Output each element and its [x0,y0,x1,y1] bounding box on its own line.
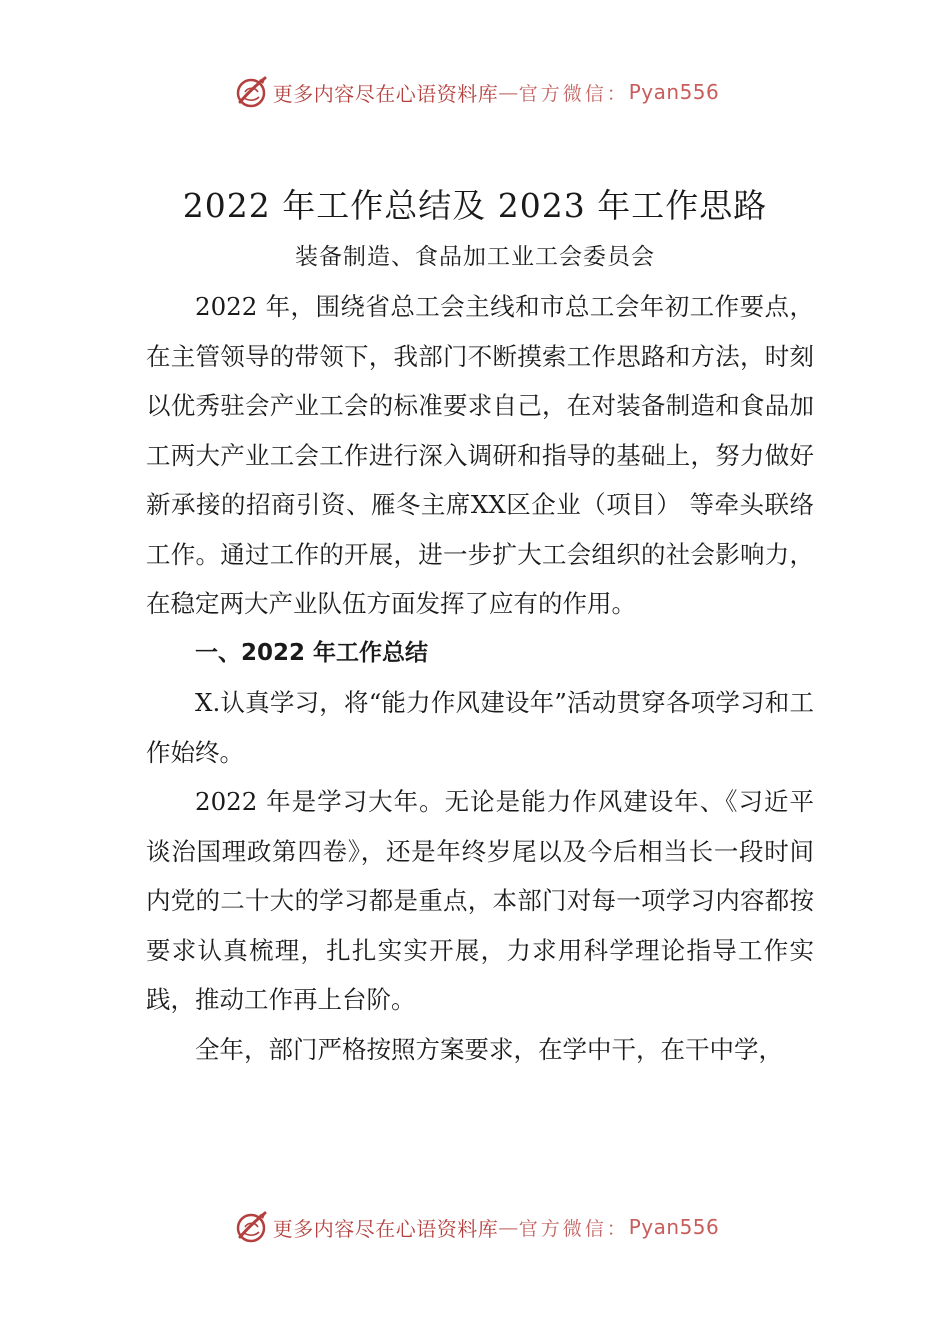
watermark-separator: — [498,80,519,104]
watermark-label: 官方微信： [518,1217,629,1240]
brand-logo-icon [231,72,271,112]
paragraph-intro: 2022 年，围绕省总工会主线和市总工会年初工作要点，在主管领导的带领下，我部门不断摸索工作思路和方法，时刻以优秀驻会产业工会的标准要求自己，在对装备制造和食品加工两大产业工会工作进行深入调研和指导的基础上，努力做好新承接的招商引资、雁冬主席XX区企业（项目） 等牵头联络工作。通过工作的开展，进一步扩大工会组织的社会影响力，在稳定两大产业队伍方面发挥了应有的作用。 [146,292,814,618]
watermark-banner-top [0,70,950,114]
document-title: 2022 年工作总结及 2023 年工作思路 [182,186,768,225]
watermark-wechat-id: Pyan556 [628,80,720,104]
watermark-wechat-id: Pyan556 [628,1215,720,1239]
paragraph-fullyear: 全年，部门严格按照方案要求，在学中干，在干中学， [195,1034,783,1064]
document-body [146,282,814,1074]
document-subtitle: 装备制造、食品加工业工会委员会 [295,244,655,270]
watermark-text: 更多内容尽在心语资料库 [272,81,499,106]
watermark-separator: — [498,1215,519,1239]
paragraph-study-year: 2022 年是学习大年。无论是能力作风建设年、《习近平谈治国理政第四卷》，还是年终岁尾以及今后相当长一段时间内党的二十大的学习都是重点，本部门对每一项学习内容都按要求认真梳理，扎扎实实开展，力求用科学理论指导工作实践，推动工作再上台阶。 [146,787,814,1014]
brand-logo-icon [231,1207,271,1247]
watermark-banner-bottom [0,1205,950,1249]
paragraph-item-x: X.认真学习，将“能力作风建设年”活动贯穿各项学习和工作始终。 [146,688,814,767]
watermark-label: 官方微信： [518,82,629,105]
section-heading: 一、2022 年工作总结 [195,639,429,666]
watermark-text: 更多内容尽在心语资料库 [272,1216,499,1241]
